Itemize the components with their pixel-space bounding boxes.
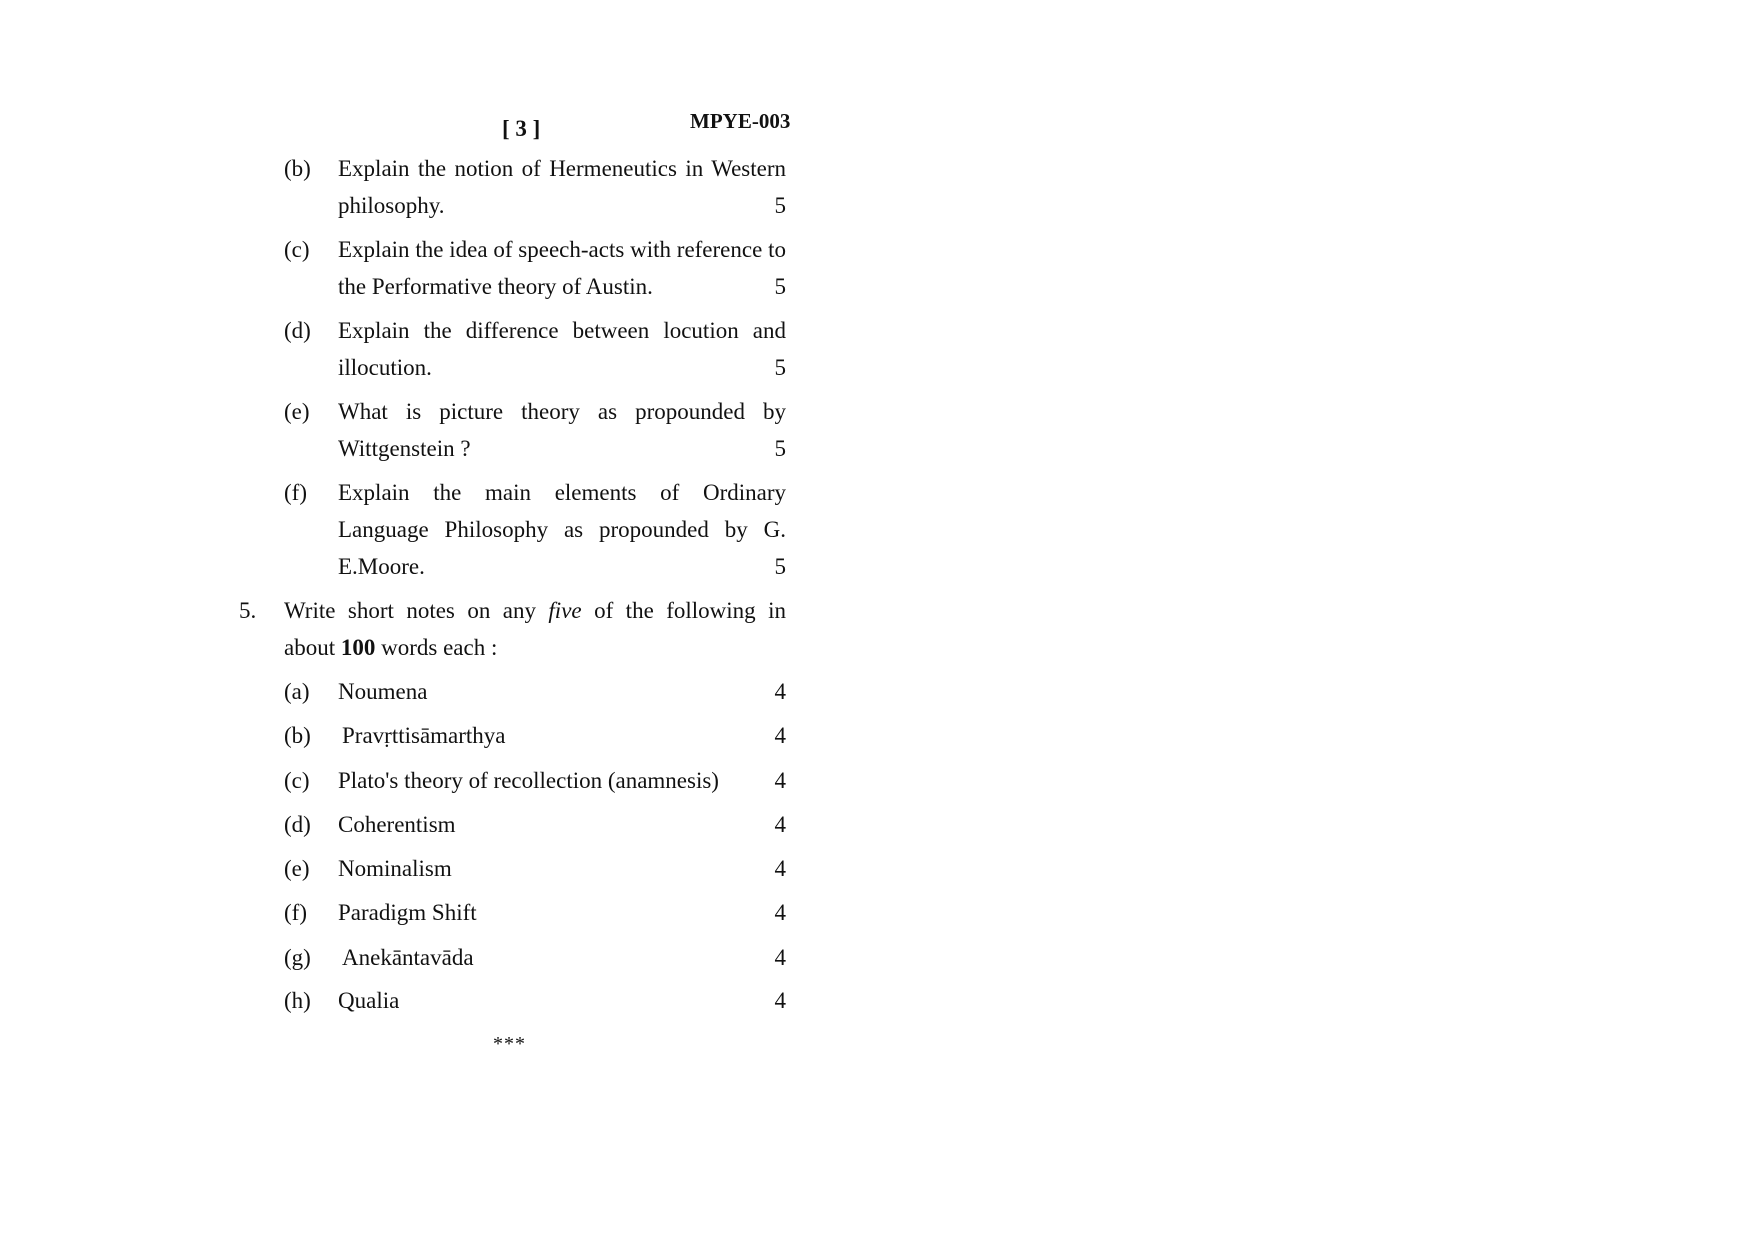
item-label: (e) <box>284 856 310 881</box>
item-text: Pravṛttisāmarthya <box>342 723 506 748</box>
question-text: Explain the main elements of Ordinary <box>338 480 786 505</box>
item-label: (g) <box>284 945 311 970</box>
item-text: Noumena <box>338 679 428 704</box>
question-text: Language Philosophy as propounded by G. <box>338 517 786 542</box>
item-text: Nominalism <box>338 856 452 881</box>
q4-part-c-line1 <box>0 231 1754 268</box>
question-text: Write short notes on any five of the following in <box>284 598 786 623</box>
marks: 5 <box>774 355 786 380</box>
item-label: (h) <box>284 988 311 1013</box>
item-text: Plato's theory of recollection (anamnesis) <box>338 768 719 793</box>
question-text: the Performative theory of Austin. <box>338 274 653 299</box>
marks: 4 <box>774 768 786 793</box>
short-note-item <box>0 982 1754 1019</box>
question-text: Explain the difference between locution and <box>338 318 786 343</box>
question-text: Explain the notion of Hermeneutics in Western <box>338 156 786 181</box>
item-label: (f) <box>284 900 307 925</box>
q4-part-b-line1 <box>0 150 1754 187</box>
question-text: illocution. <box>338 355 432 380</box>
item-label: (a) <box>284 679 310 704</box>
short-note-item <box>0 939 1754 976</box>
question-text: What is picture theory as propounded by <box>338 399 786 424</box>
q4-part-label: (c) <box>284 237 310 262</box>
q5-line2 <box>0 629 1754 666</box>
marks: 5 <box>774 193 786 218</box>
short-note-item <box>0 894 1754 931</box>
q4-part-f-line3 <box>0 548 1754 585</box>
question-text: about 100 words each : <box>284 635 498 660</box>
item-label: (c) <box>284 768 310 793</box>
q4-part-label: (d) <box>284 318 311 343</box>
short-note-item <box>0 762 1754 799</box>
question-number: 5. <box>239 598 257 623</box>
page-number: [ 3 ] <box>502 116 541 141</box>
question-text: Wittgenstein ? <box>338 436 471 461</box>
q4-part-d-line2 <box>0 349 1754 386</box>
q5-line1 <box>0 592 1754 629</box>
short-note-item <box>0 673 1754 710</box>
q4-part-e-line1 <box>0 393 1754 430</box>
marks: 4 <box>774 812 786 837</box>
short-note-item <box>0 850 1754 887</box>
marks: 4 <box>774 988 786 1013</box>
marks: 5 <box>774 436 786 461</box>
question-text: philosophy. <box>338 193 445 218</box>
q4-part-f-line2 <box>0 511 1754 548</box>
marks: 5 <box>774 554 786 579</box>
q4-part-f-line1 <box>0 474 1754 511</box>
question-text: E.Moore. <box>338 554 425 579</box>
q4-part-label: (e) <box>284 399 310 424</box>
item-label: (b) <box>284 723 311 748</box>
q4-part-label: (b) <box>284 156 311 181</box>
marks: 4 <box>774 856 786 881</box>
marks: 4 <box>774 723 786 748</box>
emphasis-five: five <box>548 598 582 623</box>
item-label: (d) <box>284 812 311 837</box>
q4-part-label: (f) <box>284 480 307 505</box>
item-text: Qualia <box>338 988 400 1013</box>
marks: 4 <box>774 679 786 704</box>
marks: 5 <box>774 274 786 299</box>
end-of-paper-mark: *** <box>493 1033 526 1055</box>
short-note-item <box>0 806 1754 843</box>
q4-part-c-line2 <box>0 268 1754 305</box>
q4-part-e-line2 <box>0 430 1754 467</box>
q4-part-b-line2 <box>0 187 1754 224</box>
paper-code: MPYE-003 <box>690 109 791 133</box>
item-text: Anekāntavāda <box>342 945 474 970</box>
item-text: Paradigm Shift <box>338 900 477 925</box>
item-text: Coherentism <box>338 812 456 837</box>
q4-part-d-line1 <box>0 312 1754 349</box>
marks: 4 <box>774 945 786 970</box>
marks: 4 <box>774 900 786 925</box>
question-text: Explain the idea of speech-acts with reference to <box>338 237 786 262</box>
word-count: 100 <box>340 635 376 660</box>
short-note-item <box>0 717 1754 754</box>
